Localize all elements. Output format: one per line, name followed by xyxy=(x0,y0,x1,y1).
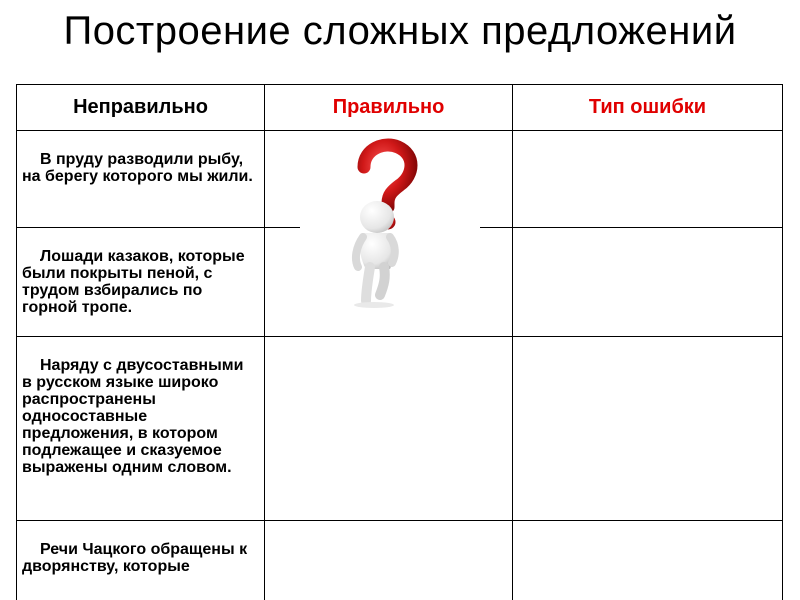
cell-wrong-text: Наряду с двусоставными в русском языке широко распространены односоставные предложения, в котором подлежащее и сказуемое выражены одним словом. xyxy=(22,357,244,476)
cell-error-type-text xyxy=(513,521,782,547)
question-mark-person-svg xyxy=(300,135,480,310)
cell-right[interactable] xyxy=(265,521,513,600)
header-wrong: Неправильно xyxy=(17,85,265,131)
cell-wrong-text: Речи Чацкого обращены к дворянству, которые xyxy=(22,541,248,575)
cell-error-type-text xyxy=(513,131,782,157)
question-mark-person-icon xyxy=(300,135,480,310)
cell-right[interactable] xyxy=(265,337,513,521)
cell-error-type[interactable] xyxy=(513,228,783,337)
cell-error-type[interactable] xyxy=(513,521,783,600)
page-title: Построение сложных предложений xyxy=(63,9,737,53)
cell-right-text xyxy=(265,337,512,363)
cell-wrong xyxy=(17,337,265,521)
cell-error-type-text xyxy=(513,228,782,254)
question-mark-curve xyxy=(364,145,411,207)
figure-head xyxy=(360,201,394,233)
header-right: Правильно xyxy=(265,85,513,131)
figure-shadow xyxy=(354,302,394,308)
figure-left-leg xyxy=(366,267,370,301)
figure-right-leg xyxy=(380,267,385,295)
table-header-row xyxy=(17,85,783,131)
cell-error-type-text xyxy=(513,337,782,363)
cell-wrong-text: Лошади казаков, которые были покрыты пеной, с трудом взбирались по горной тропе. xyxy=(22,248,245,316)
cell-wrong xyxy=(17,131,265,228)
cell-error-type[interactable] xyxy=(513,131,783,228)
header-error-type: Тип ошибки xyxy=(513,85,783,131)
cell-right-text xyxy=(265,521,512,547)
cell-error-type[interactable] xyxy=(513,337,783,521)
cell-wrong xyxy=(17,521,265,600)
table-row xyxy=(17,521,783,600)
cell-wrong-text: В пруду разводили рыбу, на берегу которого мы жили. xyxy=(22,151,253,185)
table-row xyxy=(17,337,783,521)
cell-wrong xyxy=(17,228,265,337)
